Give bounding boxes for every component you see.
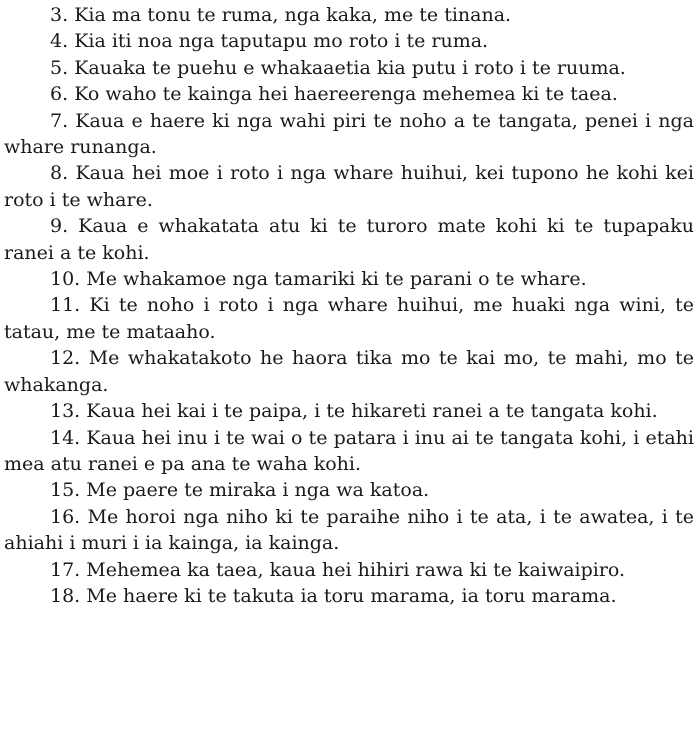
item-text: Me whakatakoto he haora tika mo te kai mo, te mahi, mo te whakanga. [4, 347, 695, 396]
item-number: 11. [50, 294, 81, 317]
item-number: 14. [50, 426, 81, 449]
item-text: Me paere te miraka i nga wa katoa. [86, 479, 430, 502]
list-item [4, 398, 694, 424]
list-item [4, 2, 694, 28]
item-number: 16. [50, 505, 81, 528]
item-text: Kia ma tonu te ruma, nga kaka, me te tinana. [74, 4, 512, 26]
list-item [4, 425, 694, 478]
item-text: Kauaka te puehu e whakaaetia kia putu i roto i te ruuma. [74, 56, 626, 79]
item-number: 5. [50, 56, 69, 79]
item-text: Ko waho te kainga hei haereerenga mehemea ki te taea. [74, 83, 618, 106]
item-number: 13. [50, 400, 81, 423]
list-item [4, 477, 694, 503]
item-text: Kaua hei inu i te wai o te patara i inu ai te tangata kohi, i etahi mea atu ranei e pa ana te waha kohi. [4, 426, 694, 475]
item-text: Me whakamoe nga tamariki ki te parani o te whare. [86, 268, 587, 291]
list-item [4, 108, 694, 161]
item-text: Kia iti noa nga taputapu mo roto i te ruma. [74, 30, 489, 53]
item-number: 4. [50, 30, 69, 53]
item-number: 3. [50, 4, 69, 26]
item-number: 8. [50, 162, 69, 185]
item-number: 18. [50, 584, 81, 607]
item-text: Ki te noho i roto i nga whare huihui, me huaki nga wini, te tatau, me te mataaho. [4, 294, 694, 343]
list-item [4, 55, 694, 81]
item-text: Kaua hei kai i te paipa, i te hikareti ranei a te tangata kohi. [86, 400, 658, 423]
item-text: Kaua e haere ki nga wahi piri te noho a te tangata, penei i nga whare runanga. [4, 109, 694, 159]
list-item [4, 266, 694, 292]
list-item [4, 213, 694, 266]
list-item [4, 160, 694, 213]
item-number: 6. [50, 83, 69, 106]
list-item [4, 583, 694, 609]
item-text: Me horoi nga niho ki te paraihe niho i te ata, i te awatea, i te ahiahi i muri i ia kainga, ia kainga. [4, 505, 695, 555]
list-item [4, 557, 694, 583]
item-number: 15. [50, 479, 81, 502]
list-item [4, 292, 694, 345]
list-item [4, 81, 694, 107]
list-item [4, 504, 694, 557]
list-item [4, 345, 694, 398]
item-text: Me haere ki te takuta ia toru marama, ia toru marama. [86, 584, 617, 607]
item-number: 9. [50, 215, 69, 238]
item-text: Mehemea ka taea, kaua hei hihiri rawa ki te kaiwaipiro. [86, 558, 626, 581]
item-text: Kaua hei moe i roto i nga whare huihui, kei tupono he kohi kei roto i te whare. [4, 162, 694, 211]
item-number: 10. [50, 268, 81, 291]
item-number: 7. [50, 109, 69, 132]
list-item [4, 28, 694, 54]
item-number: 12. [50, 347, 81, 370]
item-number: 17. [50, 558, 81, 581]
item-text: Kaua e whakatata atu ki te turoro mate kohi ki te tupapaku ranei a te kohi. [4, 215, 694, 264]
